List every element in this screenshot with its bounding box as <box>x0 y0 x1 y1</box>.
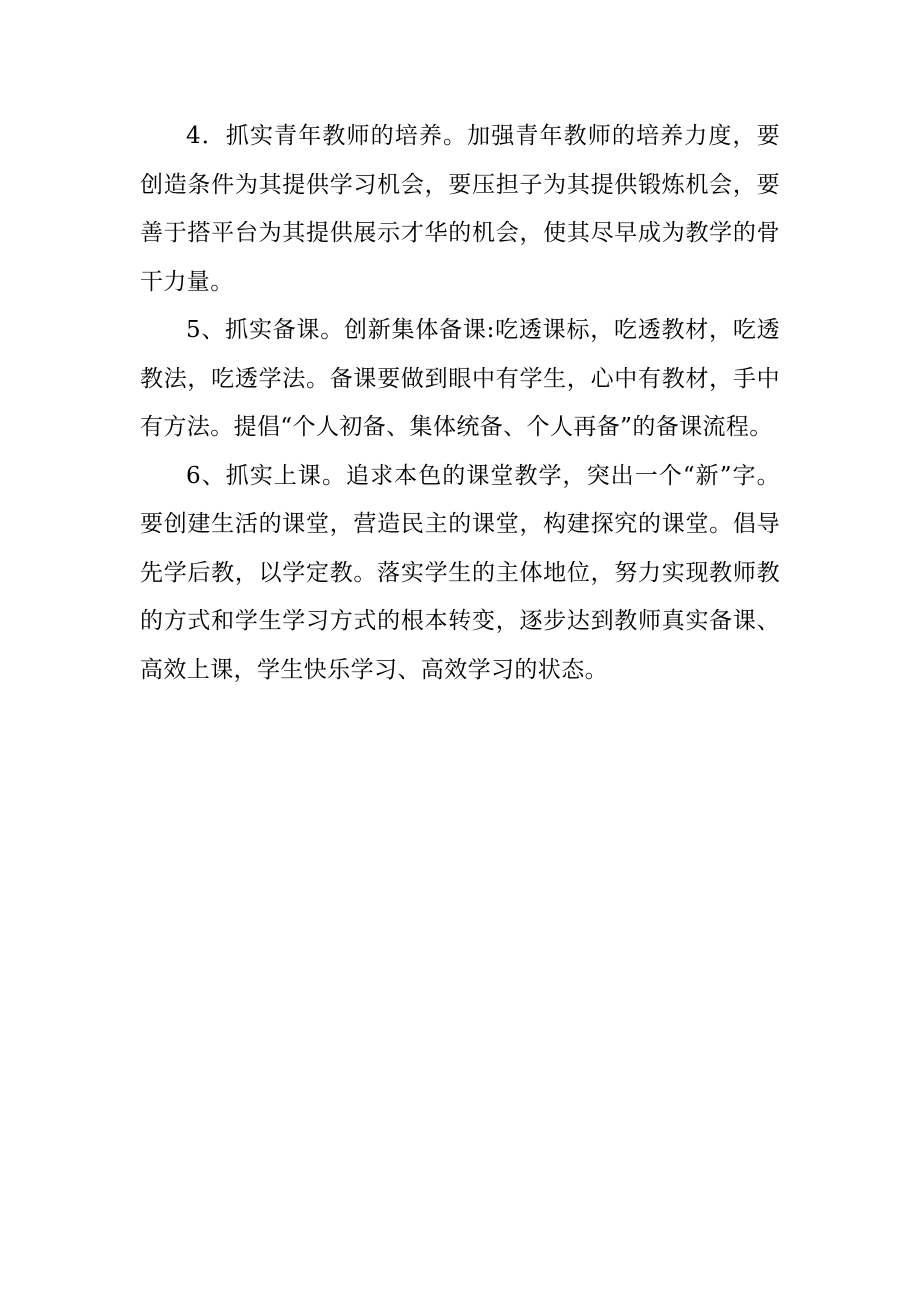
document-body <box>140 112 780 694</box>
paragraph-young-teachers: 4．抓实青年教师的培养。加强青年教师的培养力度，要创造条件为其提供学习机会，要压担子为其提供锻炼机会，要善于搭平台为其提供展示才华的机会，使其尽早成为教学的骨干力量。 <box>140 123 780 295</box>
paragraph-classroom-teaching: 6、抓实上课。追求本色的课堂教学，突出一个“新”字。要创建生活的课堂，营造民主的课堂，构建探究的课堂。倡导先学后教，以学定教。落实学生的主体地位，努力实现教师教的方式和学生学习方式的根本转变，逐步达到教师真实备课、高效上课，学生快乐学习、高效学习的状态。 <box>140 462 780 683</box>
paragraph-lesson-preparation: 5、抓实备课。创新集体备课:吃透课标，吃透教材，吃透教法，吃透学法。备课要做到眼中有学生，心中有教材，手中有方法。提倡“个人初备、集体统备、个人再备”的备课流程。 <box>140 317 780 440</box>
